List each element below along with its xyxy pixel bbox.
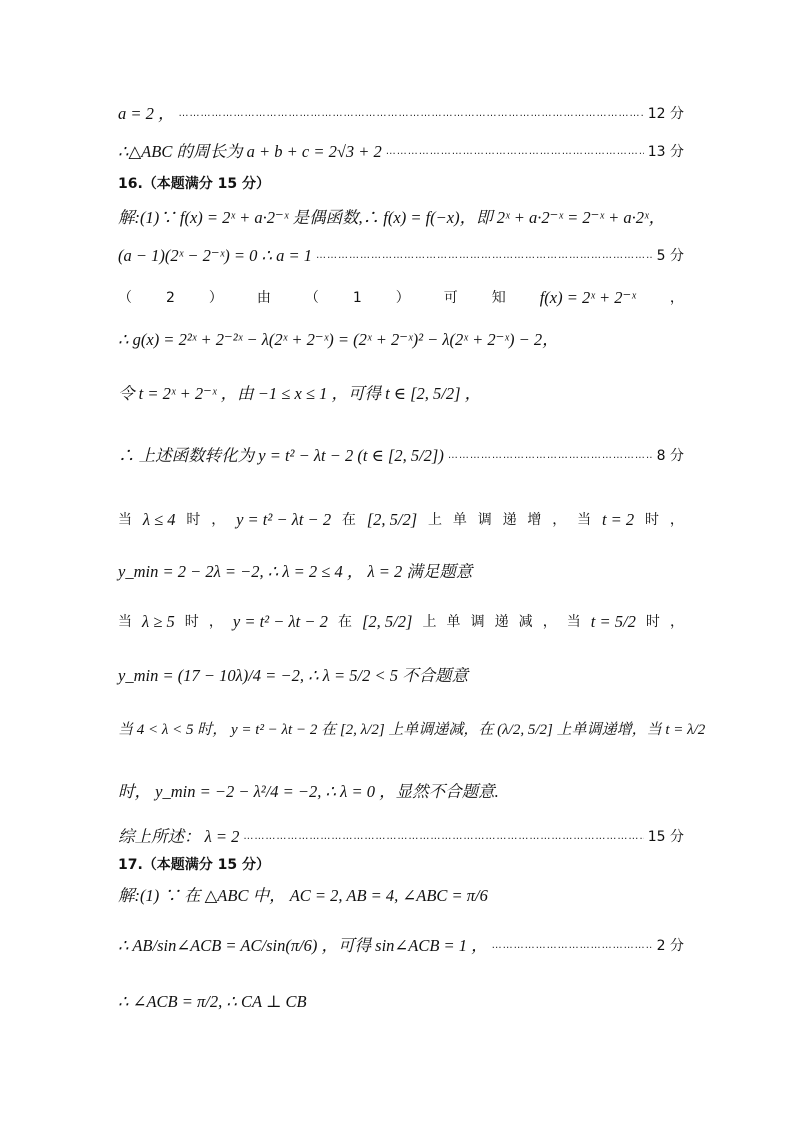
cell: 调 <box>470 614 485 631</box>
answer-line-6-justified <box>118 290 684 307</box>
cell: 单 <box>452 512 467 529</box>
score-label: 8 分 <box>656 448 684 465</box>
line-text: 解:(1) ∵ 在 △ABC 中， AC = 2, AB = 4, ∠ABC = π/6 <box>118 886 488 905</box>
cell: 单 <box>446 614 461 631</box>
heading-text: 17.（本题满分 15 分） <box>118 857 271 873</box>
cell: ， <box>552 512 567 529</box>
line-text: ∴ ∠ACB = π/2, ∴ CA ⊥ CB <box>118 992 307 1011</box>
line-text: (a − 1)(2ˣ − 2⁻ˣ) = 0 ∴ a = 1 <box>118 246 313 265</box>
cell: t = 5/2 <box>590 612 636 631</box>
cell: 当 <box>566 614 581 631</box>
cell: 1 <box>352 290 362 307</box>
line-text: 当 4 < λ < 5 时， y = t² − λt − 2 在 [2, λ/2] 上单调递减，在 (λ/2, 5/2] 上单调递增，当 t = λ/2 <box>118 722 706 738</box>
line-text: 令 t = 2ˣ + 2⁻ˣ ，由 −1 ≤ x ≤ 1 ，可得 t ∈ [2, 5/2] ， <box>118 384 482 403</box>
answer-line-12-justified <box>118 614 684 631</box>
cell: ） <box>395 290 410 307</box>
answer-line-7 <box>118 332 684 349</box>
cell: y = t² − λt − 2 <box>232 612 328 631</box>
dot-leader <box>386 146 644 158</box>
score-label: 15 分 <box>647 829 684 846</box>
cell: 递 <box>502 512 517 529</box>
cell: 时 <box>186 512 201 529</box>
cell: ， <box>211 512 226 529</box>
cell: 递 <box>494 614 509 631</box>
cell: 上 <box>422 614 437 631</box>
cell: （ <box>304 290 319 307</box>
cell: 增 <box>527 512 542 529</box>
line-text: ∴ AB/sin∠ACB = AC/sin(π/6) ，可得 sin∠ACB = 1 ， <box>118 936 488 955</box>
answer-line-8 <box>118 386 684 403</box>
answer-line-18 <box>118 888 684 905</box>
line-text: 解:(1)∵ f(x) = 2ˣ + a·2⁻ˣ 是偶函数,∴ f(x) = f(−x)，即 2ˣ + a·2⁻ˣ = 2⁻ˣ + a·2ˣ， <box>118 208 666 227</box>
score-label: 5 分 <box>656 248 684 265</box>
cell: 2 <box>165 290 175 307</box>
dot-leader <box>448 450 653 462</box>
answer-line-1 <box>118 106 684 123</box>
cell: （ <box>118 290 132 307</box>
answer-line-10-justified <box>118 512 684 529</box>
heading-text: 16.（本题满分 15 分） <box>118 176 271 192</box>
cell: y = t² − λt − 2 <box>236 510 332 529</box>
cell: 时 <box>645 512 660 529</box>
answer-line-13 <box>118 668 684 685</box>
answer-line-4 <box>118 210 684 227</box>
answer-line-20 <box>118 994 684 1011</box>
cell: λ ≥ 5 <box>142 612 175 631</box>
line-text: ∴ g(x) = 2²ˣ + 2⁻²ˣ − λ(2ˣ + 2⁻ˣ) = (2ˣ + 2⁻ˣ)² − λ(2ˣ + 2⁻ˣ) − 2， <box>118 330 559 349</box>
cell: 时 <box>184 614 199 631</box>
cell: ， <box>669 512 684 529</box>
cell: ， <box>208 614 223 631</box>
line-text: y_min = (17 − 10λ)/4 = −2, ∴ λ = 5/2 < 5 不合题意 <box>118 666 469 685</box>
cell: [2, 5/2] <box>361 612 413 631</box>
score-label: 2 分 <box>656 938 684 955</box>
cell: 当 <box>577 512 592 529</box>
line-text: 综上所述： λ = 2 <box>118 827 240 846</box>
cell: 当 <box>118 614 132 631</box>
cell: 时 <box>645 614 660 631</box>
cell: ， <box>542 614 557 631</box>
cell: [2, 5/2] <box>366 510 418 529</box>
dot-leader <box>492 940 653 952</box>
answer-line-15 <box>118 784 684 801</box>
score-label: 12 分 <box>647 106 684 123</box>
line-text: a = 2 ， <box>118 104 175 123</box>
cell: t = 2 <box>601 510 635 529</box>
dot-leader <box>243 831 643 843</box>
dot-leader <box>316 250 653 262</box>
cell: 在 <box>341 512 356 529</box>
cell: 上 <box>428 512 443 529</box>
section-heading-16 <box>118 176 684 191</box>
cell: λ ≤ 4 <box>142 510 176 529</box>
cell: 在 <box>337 614 352 631</box>
answer-line-2 <box>118 144 684 161</box>
cell: ） <box>208 290 223 307</box>
answer-line-16 <box>118 829 684 846</box>
line-text: ∴ 上述函数转化为 y = t² − λt − 2 (t ∈ [2, 5/2]) <box>118 446 444 465</box>
answer-line-5 <box>118 248 684 265</box>
cell: 知 <box>491 290 506 307</box>
cell: f(x) = 2ˣ + 2⁻ˣ <box>539 288 636 307</box>
answer-line-9 <box>118 448 684 465</box>
answer-line-19 <box>118 938 684 955</box>
cell: 当 <box>118 512 132 529</box>
dot-leader <box>179 108 644 120</box>
cell: 减 <box>518 614 533 631</box>
line-text: 时， y_min = −2 − λ²/4 = −2, ∴ λ = 0 ，显然不合题意. <box>118 782 499 801</box>
score-label: 13 分 <box>647 144 684 161</box>
line-text: y_min = 2 − 2λ = −2, ∴ λ = 2 ≤ 4 ， λ = 2 满足题意 <box>118 562 473 581</box>
cell: 调 <box>477 512 492 529</box>
cell: ， <box>669 614 684 631</box>
answer-line-11 <box>118 564 684 581</box>
line-text: ∴△ABC 的周长为 a + b + c = 2√3 + 2 <box>118 142 382 161</box>
cell: 可 <box>443 290 458 307</box>
answer-line-14 <box>118 722 706 738</box>
cell: ， <box>669 290 684 307</box>
section-heading-17 <box>118 857 684 872</box>
cell: 由 <box>256 290 271 307</box>
